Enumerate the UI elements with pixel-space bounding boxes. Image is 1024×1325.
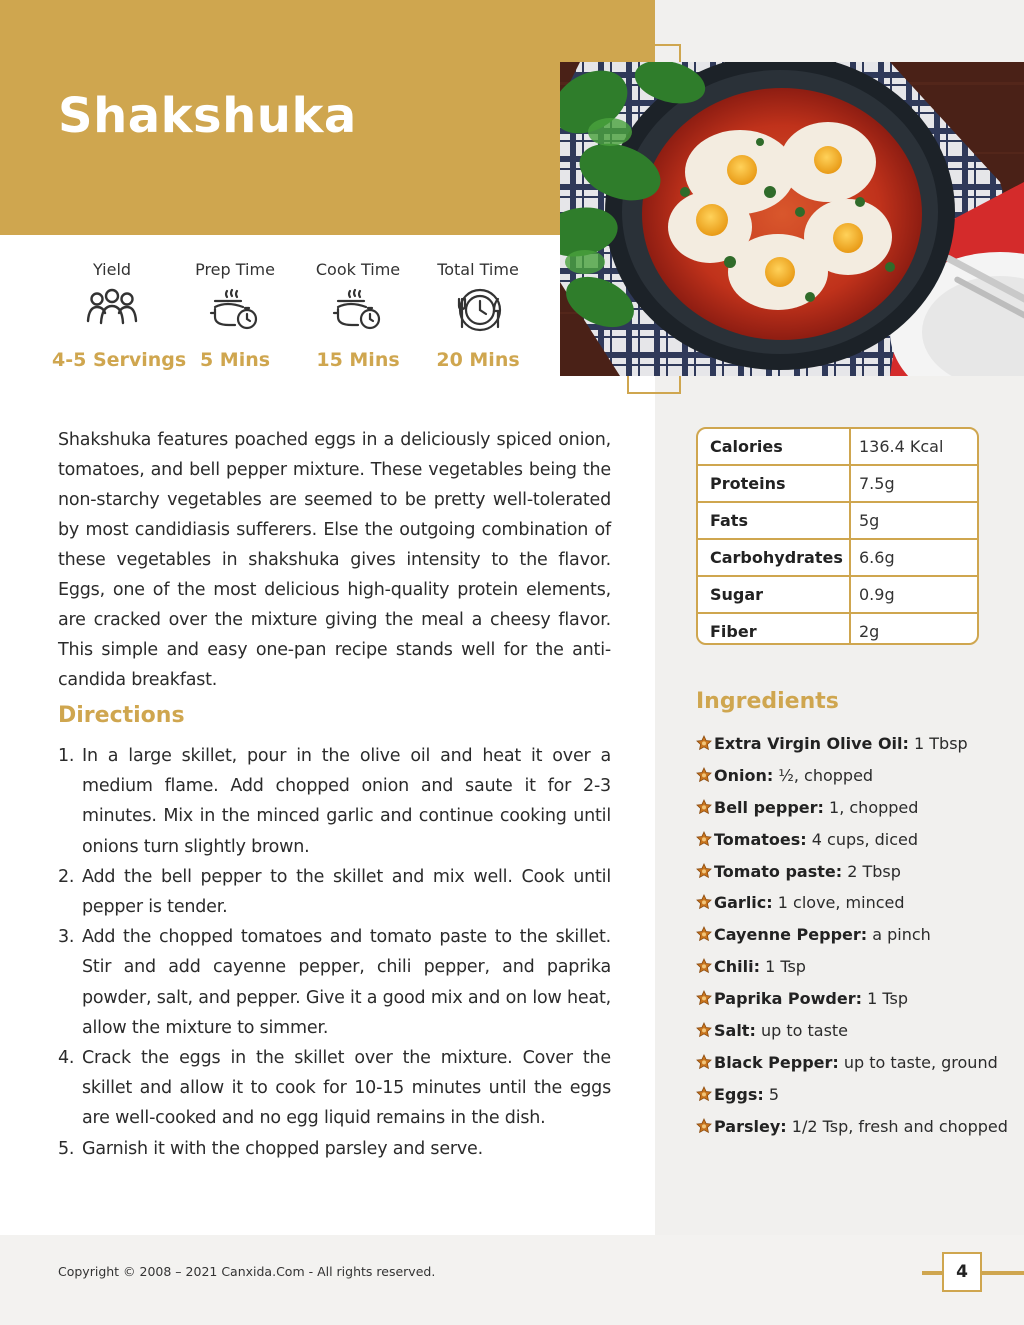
star-icon <box>696 799 712 815</box>
star-icon <box>696 1118 712 1134</box>
nutrient-name: Fats <box>698 502 850 539</box>
step-text: Add the chopped tomatoes and tomato paste to the skillet. Stir and add cayenne pepper, chili pepper, and paprika powder, salt, and pepper. Give it a good mix and on low heat, allow the mixture to simmer. <box>82 927 611 1038</box>
nutrient-value: 7.5g <box>850 465 977 502</box>
star-icon <box>696 926 712 942</box>
nutrient-value: 136.4 Kcal <box>850 429 977 465</box>
stat-label: Total Time <box>437 260 519 279</box>
star-icon <box>696 990 712 1006</box>
direction-step <box>58 862 611 922</box>
ingredient-item <box>696 923 1008 955</box>
nutrition-row <box>698 502 977 539</box>
stat-prep-time <box>175 260 295 371</box>
ingredient-amount: up to taste, ground <box>843 1052 998 1072</box>
nutrition-row <box>698 576 977 613</box>
title-band <box>0 0 655 235</box>
ingredient-amount: 1/2 Tsp, fresh and chopped <box>791 1116 1008 1136</box>
step-text: Garnish it with the chopped parsley and serve. <box>82 1138 483 1159</box>
nutrition-row <box>698 539 977 576</box>
ingredient-amount: 1 clove, minced <box>777 893 905 913</box>
ingredient-name: Paprika Powder: <box>714 989 863 1009</box>
step-number: 5. <box>58 1138 75 1159</box>
step-number: 1. <box>58 746 75 766</box>
recipe-description: Shakshuka features poached eggs in a deliciously spiced onion, tomatoes, and bell pepper mixture. These vegetables being the non-starchy vegetables are seemed to be pretty well-tolerated by most candidiasis sufferers. Else the outgoing combination of these vegetables in shakshuka gives intensity to the flavor. Eggs, one of the most delicious high-quality protein elements, are cracked over the mixture giving the meal a cheesy flavor. This simple and easy one-pan recipe stands well for the anti-candida breakfast. <box>58 430 611 690</box>
footer-background <box>0 1235 1024 1325</box>
ingredient-item <box>696 1115 1008 1147</box>
page-number: 4 <box>942 1252 982 1292</box>
nutrient-name: Sugar <box>698 576 850 613</box>
photo-frame-accent-top <box>627 44 681 62</box>
ingredient-amount: up to taste <box>760 1021 849 1041</box>
stat-value: 4-5 Servings <box>52 349 187 371</box>
nutrient-name: Carbohydrates <box>698 539 850 576</box>
ingredient-name: Parsley: <box>714 1116 787 1136</box>
stat-yield <box>52 260 187 371</box>
direction-step <box>58 741 611 862</box>
page-number-accent-right <box>982 1271 1024 1275</box>
nutrition-row <box>698 465 977 502</box>
star-icon <box>696 958 712 974</box>
star-icon <box>696 863 712 879</box>
ingredient-amount: 4 cups, diced <box>811 829 919 849</box>
ingredient-amount: 1, chopped <box>829 797 919 817</box>
stat-cook-time <box>298 260 418 371</box>
ingredient-amount: 1 Tbsp <box>914 734 968 753</box>
ingredient-name: Chili: <box>714 957 760 977</box>
ingredient-name: Black Pepper: <box>714 1052 839 1072</box>
directions-heading: Directions <box>58 703 185 728</box>
ingredient-name: Extra Virgin Olive Oil: <box>714 734 909 753</box>
direction-step <box>58 1043 611 1134</box>
star-icon <box>696 1086 712 1102</box>
step-number: 3. <box>58 927 75 948</box>
ingredient-item <box>696 955 1008 987</box>
nutrient-name: Proteins <box>698 465 850 502</box>
pan-timer-icon <box>330 287 386 337</box>
clock-cutlery-icon <box>450 287 506 337</box>
direction-step <box>58 1134 611 1164</box>
step-text: In a large skillet, pour in the olive oil and heat it over a medium flame. Add chopped onion and saute it for 2-3 minutes. Mix in the minced garlic and continue cooking until onions turn slightly brown. <box>82 746 611 857</box>
star-icon <box>696 1054 712 1070</box>
nutrition-row <box>698 429 977 465</box>
ingredient-amount: 5 <box>768 1084 780 1104</box>
ingredient-item <box>696 891 1008 923</box>
ingredient-amount: a pinch <box>872 925 931 945</box>
nutrient-value: 6.6g <box>850 539 977 576</box>
stat-value: 20 Mins <box>436 349 520 371</box>
ingredient-name: Tomatoes: <box>714 829 807 849</box>
shakshuka-photo <box>560 62 1024 376</box>
nutrient-value: 5g <box>850 502 977 539</box>
copyright-text: Copyright © 2008 – 2021 Canxida.Com - All rights reserved. <box>58 1264 436 1279</box>
ingredient-item <box>696 732 1008 764</box>
step-text: Add the bell pepper to the skillet and mix well. Cook until pepper is tender. <box>82 866 611 918</box>
ingredient-name: Salt: <box>714 1021 756 1041</box>
ingredient-item <box>696 796 1008 828</box>
ingredient-name: Onion: <box>714 765 774 785</box>
stat-label: Prep Time <box>195 260 275 279</box>
stat-value: 5 Mins <box>199 349 271 371</box>
ingredient-item <box>696 1083 1008 1115</box>
pan-timer-icon <box>207 287 263 337</box>
ingredient-amount: 1 Tsp <box>867 989 909 1009</box>
step-text: Crack the eggs in the skillet over the mixture. Cover the skillet and allow it to cook for 10-15 minutes until the eggs are well-cooked and no egg liquid remains in the dish. <box>82 1048 611 1129</box>
stat-total-time <box>418 260 538 371</box>
ingredient-item <box>696 764 1008 796</box>
nutrition-row <box>698 613 977 645</box>
ingredient-item <box>696 1051 1008 1083</box>
ingredients-list <box>696 732 1008 1147</box>
nutrient-name: Fiber <box>698 613 850 645</box>
ingredient-name: Bell pepper: <box>714 797 824 817</box>
directions-list <box>58 741 611 1164</box>
ingredient-name: Garlic: <box>714 893 773 913</box>
ingredient-name: Eggs: <box>714 1084 764 1104</box>
ingredient-item <box>696 1019 1008 1051</box>
star-icon <box>696 767 712 783</box>
nutrient-name: Calories <box>698 429 850 465</box>
nutrient-value: 0.9g <box>850 576 977 613</box>
page-number-accent-left <box>922 1271 942 1275</box>
ingredients-heading: Ingredients <box>696 689 839 714</box>
star-icon <box>696 831 712 847</box>
step-number: 4. <box>58 1048 75 1069</box>
ingredient-amount: 2 Tbsp <box>847 861 901 881</box>
recipe-title: Shakshuka <box>58 88 357 144</box>
star-icon <box>696 894 712 910</box>
step-number: 2. <box>58 866 75 887</box>
ingredient-amount: ½, chopped <box>778 765 874 785</box>
ingredient-name: Tomato paste: <box>714 861 843 881</box>
ingredient-name: Cayenne Pepper: <box>714 925 868 945</box>
star-icon <box>696 735 712 751</box>
stat-value: 15 Mins <box>316 349 400 371</box>
ingredient-amount: 1 Tsp <box>765 957 806 977</box>
ingredient-item <box>696 987 1008 1019</box>
nutrient-value: 2g <box>859 622 880 641</box>
stat-label: Cook Time <box>315 260 401 279</box>
photo-frame-accent-bottom <box>627 376 681 394</box>
ingredient-item <box>696 860 1008 892</box>
ingredient-item <box>696 828 1008 860</box>
people-icon <box>84 287 140 337</box>
direction-step <box>58 922 611 1043</box>
stat-label: Yield <box>92 260 132 279</box>
star-icon <box>696 1022 712 1038</box>
nutrition-table <box>696 427 979 645</box>
